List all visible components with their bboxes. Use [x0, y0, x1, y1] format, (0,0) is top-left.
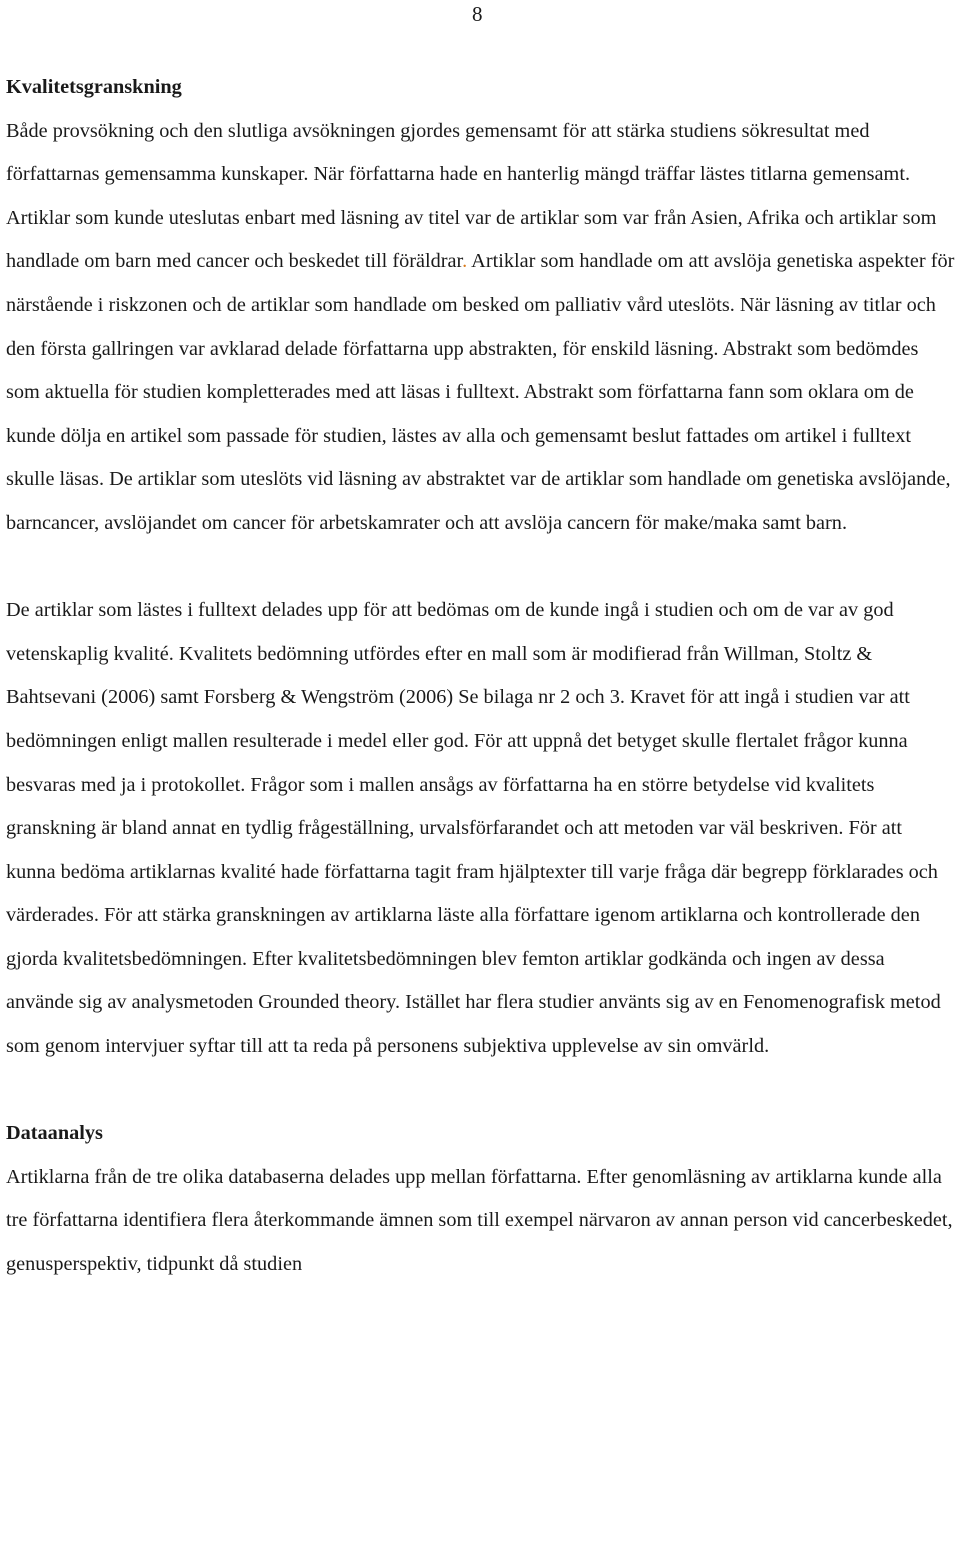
paragraph-text: Både provsökning och den slutliga avsökningen gjordes gemensamt för att stärka studiens sökresultat med författarnas gemensamma kunskaper. När författarna hade en hanterlig mängd träffar lästes titlarna gemensamt. Artiklar som kunde uteslutas enbart med läsning av titel var de artiklar som var från Asien, Afrika och artiklar som handlade om barn med cancer och beskedet till föräldrar: [6, 119, 937, 273]
highlighted-period: .: [462, 250, 468, 273]
paragraph-spacer: [6, 546, 956, 590]
section-heading: Dataanalys: [6, 1122, 103, 1145]
paragraph: Artiklarna från de tre olika databaserna delades upp mellan författarna. Efter genomläsning av artiklarna kunde alla tre författarna identifiera flera återkommande ämnen som till exempel närvaron av annan person vid cancerbeskedet, genusperspektiv, tidpunkt då studien: [6, 1165, 953, 1276]
page-number: 8: [472, 2, 483, 26]
document-body: [6, 66, 956, 1287]
section-kvalitetsgranskning: [6, 66, 956, 1069]
section-heading: Kvalitetsgranskning: [6, 76, 182, 98]
paragraph: [6, 110, 956, 546]
section-spacer: [6, 1069, 956, 1113]
paragraph: De artiklar som lästes i fulltext delades upp för att bedömas om de kunde ingå i studien och om de var av god vetenskaplig kvalité. Kvalitets bedömning utfördes efter en mall som är modifierad från Willman, Stoltz & Bahtsevani (2006) samt Forsberg & Wengström (2006) Se bilaga nr 2 och 3. Kravet för att ingå i studien var att bedömningen enligt mallen resulterade i medel eller god. För att uppnå det betyget skulle flertalet frågor kunna besvaras med ja i protokollet. Frågor som i mallen ansågs av författarna ha en större betydelse vid kvalitets granskning är bland annat en tydlig frågeställning, urvalsförfarandet och att metoden var väl beskriven. För att kunna bedöma artiklarnas kvalité hade författarna tagit fram hjälptexter till varje fråga där begrepp förklarades och värderades. För att stärka granskningen av artiklarna läste alla författare igenom artiklarna och kontrollerade den gjorda kvalitetsbedömningen. Efter kvalitetsbedömningen blev femton artiklar godkända och ingen av dessa använde sig av analysmetoden Grounded theory. Istället har flera studier använts sig av en Fenomenografisk metod som genom intervjuer syftar till att ta reda på personens subjektiva upplevelse av sin omvärld.: [6, 599, 941, 1058]
paragraph-text: Artiklar som handlade om att avslöja genetiska aspekter för närstående i riskzonen och de artiklar som handlade om besked om palliativ vård uteslöts. När läsning av titlar och den första gallringen var avklarad delade författarna upp abstrakten, för enskild läsning. Abstrakt som bedömdes som aktuella för studien kompletterades med att läsas i fulltext. Abstrakt som författarna fann som oklara om de kunde dölja en artikel som passade för studien, lästes av alla och gemensamt beslut fattades om artikel i fulltext skulle läsas. De artiklar som uteslöts vid läsning av abstraktet var de artiklar som handlade om genetiska avslöjande, barncancer, avslöjandet om cancer för arbetskamrater och att avslöja cancern för make/maka samt barn.: [6, 250, 955, 534]
section-dataanalys: [6, 1112, 956, 1286]
